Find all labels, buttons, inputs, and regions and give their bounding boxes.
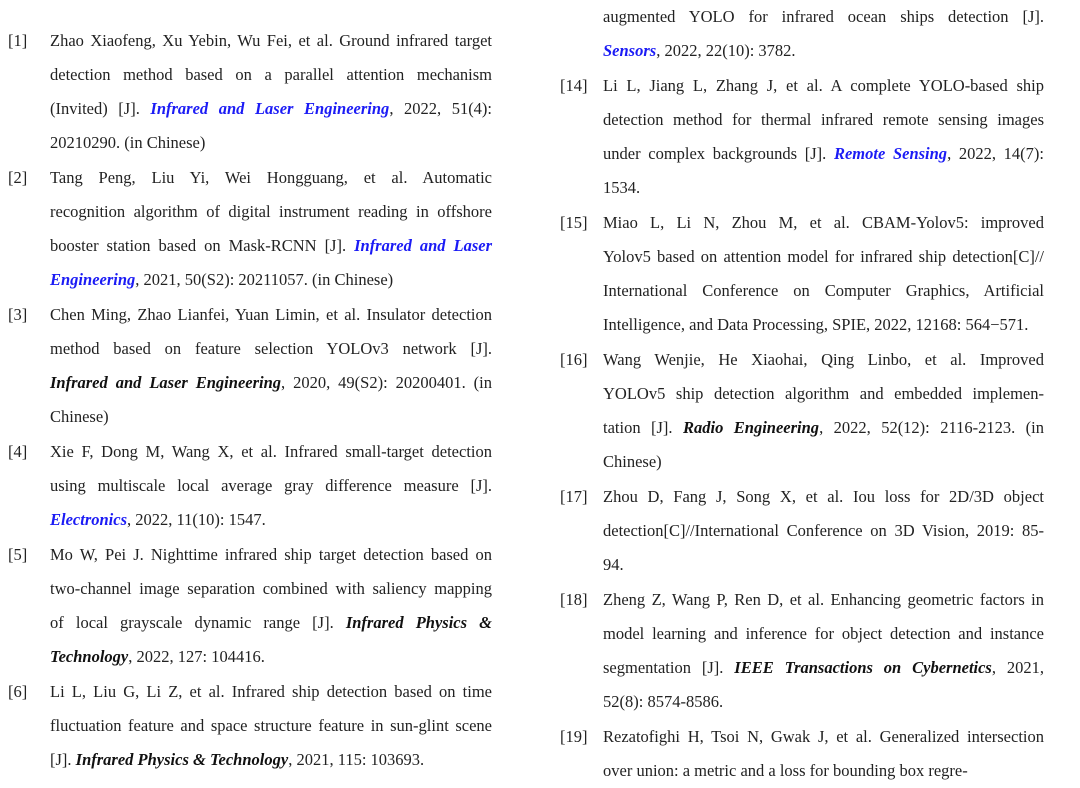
reference-number: [14] <box>560 76 588 95</box>
reference-line <box>603 103 1044 137</box>
reference-segment: (Invited) [J]. <box>50 99 151 118</box>
reference-segment: , 2022, 127: 104416. <box>128 647 265 666</box>
reference-segment: , 2022, 22(10): 3782. <box>656 41 796 60</box>
reference-segment: Chinese) <box>50 407 109 426</box>
reference-text <box>603 480 1044 582</box>
reference-segment: augmented YOLO for infrared ocean ships detection [J]. <box>603 7 1044 26</box>
reference-segment: segmentation [J]. <box>603 658 735 677</box>
reference-line <box>50 366 492 400</box>
reference-segment: of local grayscale dynamic range [J]. <box>50 613 346 632</box>
reference-line <box>603 583 1044 617</box>
reference-number: [16] <box>560 350 588 369</box>
reference-text <box>50 435 492 537</box>
reference-number: [18] <box>560 590 588 609</box>
reference-text <box>603 206 1044 342</box>
reference-text <box>50 538 492 674</box>
reference-number: [6] <box>8 682 28 701</box>
reference-line <box>50 675 492 709</box>
reference-segment: detection method based on a parallel attention mechanism <box>50 65 492 84</box>
reference-text <box>50 24 492 160</box>
reference-segment: Zheng Z, Wang P, Ren D, et al. Enhancing geometric factors in <box>603 590 1044 609</box>
reference-line <box>603 445 1044 479</box>
reference-segment: 52(8): 8574-8586. <box>603 692 724 711</box>
reference-line <box>603 720 1044 754</box>
reference-segment: using multiscale local average gray difference measure [J]. <box>50 476 492 495</box>
reference-line <box>603 514 1044 548</box>
reference-text <box>603 343 1044 479</box>
reference-segment: fluctuation feature and space structure feature in sun-glint scene <box>50 716 492 735</box>
journal-link[interactable]: Sensors <box>603 41 657 60</box>
journal-name: IEEE Transactions on Cybernetics <box>734 658 992 677</box>
reference-segment: over union: a metric and a loss for bounding box regre- <box>603 761 968 780</box>
reference-line <box>50 24 492 58</box>
reference-line <box>603 343 1044 377</box>
reference-segment: Chen Ming, Zhao Lianfei, Yuan Limin, et al. Insulator detection <box>50 305 492 324</box>
reference-segment: 1534. <box>603 178 641 197</box>
reference-line <box>603 34 1044 68</box>
reference-line <box>603 651 1044 685</box>
reference-line <box>50 538 492 572</box>
reference-number: [17] <box>560 487 588 506</box>
reference-segment: , 2021, 50(S2): 20211057. (in Chinese) <box>135 270 394 289</box>
reference-line <box>603 308 1044 342</box>
reference-line <box>50 743 492 777</box>
reference-line <box>50 332 492 366</box>
reference-segment: Tang Peng, Liu Yi, Wei Hongguang, et al. Automatic <box>50 168 492 187</box>
reference-line <box>50 503 492 537</box>
reference-number: [19] <box>560 727 588 746</box>
reference-segment: method based on feature selection YOLOv3 network [J]. <box>50 339 492 358</box>
reference-line <box>603 548 1044 582</box>
reference-segment: Mo W, Pei J. Nighttime infrared ship target detection based on <box>50 545 492 564</box>
reference-segment: two-channel image separation combined with saliency mapping <box>50 579 492 598</box>
reference-segment: Xie F, Dong M, Wang X, et al. Infrared small-target detection <box>50 442 492 461</box>
reference-segment: Li L, Liu G, Li Z, et al. Infrared ship detection based on time <box>50 682 492 701</box>
reference-segment: , 2021, 115: 103693. <box>288 750 425 769</box>
reference-segment: model learning and inference for object detection and instance <box>603 624 1044 643</box>
reference-segment: recognition algorithm of digital instrument reading in offshore <box>50 202 492 221</box>
reference-segment: tation [J]. <box>603 418 683 437</box>
reference-segment: Zhao Xiaofeng, Xu Yebin, Wu Fei, et al. Ground infrared target <box>50 31 492 50</box>
reference-segment: YOLOv5 ship detection algorithm and embedded implemen- <box>603 384 1044 403</box>
journal-name: Infrared and Laser Engineering <box>50 373 282 392</box>
reference-segment: , 2022, 52(12): 2116-2123. (in <box>819 418 1044 437</box>
reference-line <box>50 435 492 469</box>
reference-line <box>50 400 492 434</box>
reference-segment: , 2020, 49(S2): 20200401. (in <box>281 373 492 392</box>
reference-line <box>603 411 1044 445</box>
reference-line <box>603 206 1044 240</box>
reference-segment: Intelligence, and Data Processing, SPIE, 2022, 12168: 564−571. <box>603 315 1029 334</box>
journal-link[interactable]: Electronics <box>50 510 127 529</box>
reference-segment: detection method for thermal infrared remote sensing images <box>603 110 1044 129</box>
reference-segment: Wang Wenjie, He Xiaohai, Qing Linbo, et al. Improved <box>603 350 1044 369</box>
journal-name: Infrared Physics & <box>345 613 492 632</box>
journal-link[interactable]: Remote Sensing <box>833 144 948 163</box>
reference-line <box>50 640 492 674</box>
reference-line <box>50 229 492 263</box>
reference-segment: , 2021, <box>991 658 1044 677</box>
reference-number: [4] <box>8 442 28 461</box>
reference-segment: detection[C]//International Conference on 3D Vision, 2019: 85- <box>603 521 1044 540</box>
reference-number: [1] <box>8 31 28 50</box>
reference-text <box>603 720 1044 788</box>
reference-line <box>50 572 492 606</box>
journal-name: Technology <box>50 647 129 666</box>
reference-line <box>603 137 1044 171</box>
reference-line <box>50 709 492 743</box>
reference-segment: , 2022, 51(4): <box>389 99 493 118</box>
reference-text <box>50 161 492 297</box>
reference-segment: , 2022, 11(10): 1547. <box>127 510 266 529</box>
reference-line <box>603 0 1044 34</box>
reference-line <box>50 469 492 503</box>
reference-line <box>50 263 492 297</box>
reference-segment: Rezatofighi H, Tsoi N, Gwak J, et al. Generalized intersection <box>603 727 1044 746</box>
reference-line <box>603 377 1044 411</box>
reference-segment: Zhou D, Fang J, Song X, et al. Iou loss for 2D/3D object <box>603 487 1044 506</box>
reference-line <box>50 92 492 126</box>
journal-link[interactable]: Infrared and Laser <box>354 236 492 255</box>
reference-line <box>603 754 1044 788</box>
reference-segment: Chinese) <box>603 452 662 471</box>
reference-segment: 20210290. (in Chinese) <box>50 133 206 152</box>
reference-line <box>50 126 492 160</box>
reference-line <box>50 606 492 640</box>
reference-number: [5] <box>8 545 28 564</box>
reference-line <box>603 171 1044 205</box>
reference-segment: Yolov5 based on attention model for infrared ship detection[C]// <box>603 247 1044 266</box>
reference-segment: [J]. <box>50 750 76 769</box>
reference-line <box>603 240 1044 274</box>
reference-text <box>50 298 492 434</box>
reference-text <box>603 583 1044 719</box>
reference-number: [15] <box>560 213 588 232</box>
reference-line <box>603 69 1044 103</box>
reference-line <box>50 161 492 195</box>
reference-line <box>603 480 1044 514</box>
reference-line <box>603 274 1044 308</box>
reference-segment: , 2022, 14(7): <box>947 144 1044 163</box>
reference-segment: Miao L, Li N, Zhou M, et al. CBAM-Yolov5: improved <box>603 213 1044 232</box>
reference-text <box>603 69 1044 205</box>
reference-segment: 94. <box>603 555 624 574</box>
journal-link[interactable]: Engineering <box>50 270 136 289</box>
reference-line <box>603 617 1044 651</box>
reference-text <box>50 675 492 777</box>
reference-number: [2] <box>8 168 28 187</box>
reference-number: [3] <box>8 305 28 324</box>
reference-line <box>603 685 1044 719</box>
reference-line <box>50 195 492 229</box>
reference-line <box>50 58 492 92</box>
reference-segment: International Conference on Computer Graphics, Artificial <box>603 281 1044 300</box>
reference-line <box>50 298 492 332</box>
journal-name: Infrared Physics & Technology <box>75 750 289 769</box>
journal-name: Radio Engineering <box>683 418 820 437</box>
journal-link[interactable]: Infrared and Laser Engineering <box>150 99 390 118</box>
reference-segment: booster station based on Mask-RCNN [J]. <box>50 236 355 255</box>
reference-segment: under complex backgrounds [J]. <box>603 144 834 163</box>
reference-segment: Li L, Jiang L, Zhang J, et al. A complete YOLO-based ship <box>603 76 1044 95</box>
reference-text <box>603 0 1044 68</box>
